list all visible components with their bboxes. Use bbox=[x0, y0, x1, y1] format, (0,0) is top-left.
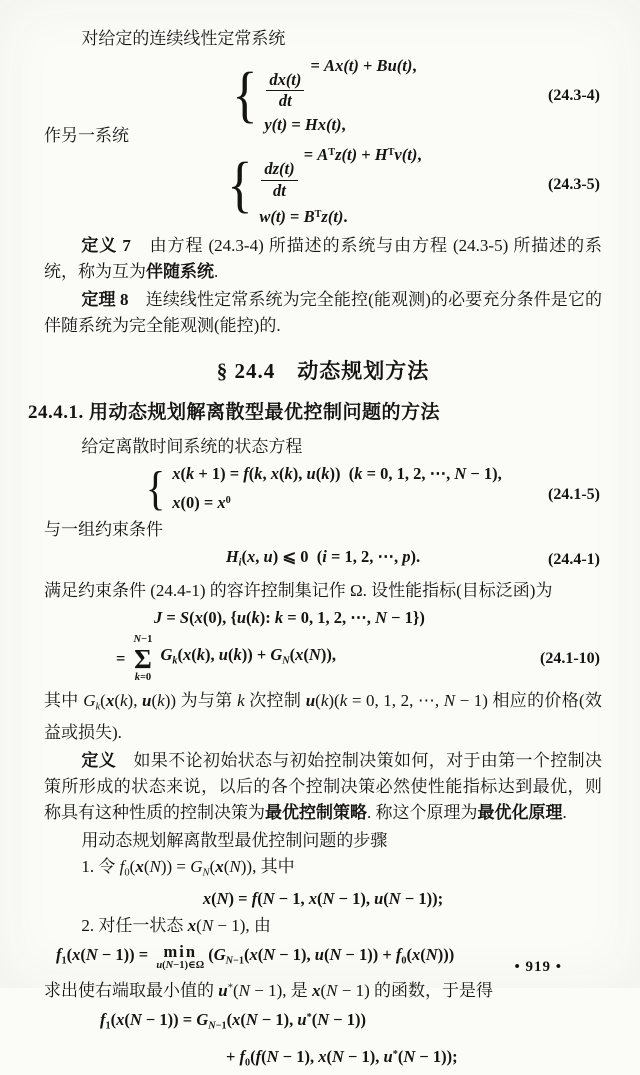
paragraph-given-continuous-system bbox=[44, 26, 602, 52]
equation-24-1-10 bbox=[44, 606, 602, 684]
equation-text: $w(t) = B^Tz(t)$. bbox=[259, 206, 348, 226]
paragraph-given-discrete-system bbox=[44, 434, 602, 460]
paragraph-cost-explanation bbox=[44, 688, 602, 747]
paragraph-text: 其中 $G_k(x(k)$, u(k)) 为与第 k 次控制 u(k)(k = 0, 1, 2, ⋯, N − 1) 相应的价格(效益或损失). bbox=[44, 690, 603, 743]
equation-lines bbox=[172, 462, 502, 515]
definition-7-paragraph bbox=[44, 233, 602, 285]
section-heading-24-4: § 24.4 动态规划方法 bbox=[216, 358, 430, 383]
theorem-text: 定理 8 连续线性定常系统为完全能控(能观测)的必要充分条件是它的伴随系统为完全能观测(能控)的. bbox=[44, 289, 603, 335]
fraction-numerator: dz(t) bbox=[261, 160, 297, 180]
equation-final-line-1 bbox=[100, 1006, 602, 1039]
left-brace: { bbox=[145, 461, 166, 515]
adjoint-state-equation-line bbox=[259, 141, 421, 199]
step-text: 1. 令 $f_0(x(N)) = G_N(x(N))$, 其中 bbox=[81, 857, 295, 879]
initial-condition-line bbox=[172, 489, 502, 515]
equation-text: + $f_0(f(N - 1)$, x(N − 1), u*(N − 1)); bbox=[226, 1046, 458, 1069]
paragraph-admissible-control-set bbox=[44, 578, 602, 604]
summation-line bbox=[116, 634, 602, 684]
equation-body bbox=[144, 462, 502, 515]
min-equation-lhs: $f_1(x(N - 1))$ = bbox=[56, 944, 153, 967]
equation-text: x(k + 1) = f(k, x(k), u(k)) (k = 0, 1, 2, ⋯, N − 1), bbox=[172, 463, 502, 483]
paragraph-text: 作另一系统 bbox=[44, 126, 129, 146]
sigma-symbol: Σ bbox=[134, 643, 152, 674]
paragraph-text: 对给定的连续线性定常系统 bbox=[81, 29, 286, 48]
equation-body bbox=[225, 141, 422, 229]
min-operator bbox=[156, 944, 204, 972]
equation-x-N bbox=[44, 887, 602, 911]
equals-sign: = bbox=[116, 648, 130, 668]
min-equation-rhs: ($G_{N-1}(x(N - 1)$, $u(N - 1)) + f_0(x(N))$) bbox=[208, 944, 455, 967]
paragraph-text: 满足约束条件 (24.4-1) 的容许控制集记作 Ω. 设性能指标(目标泛函)为 bbox=[44, 580, 553, 600]
equation-text: y(t) = Hx(t), bbox=[264, 115, 346, 135]
equation-label: (24.3-4) bbox=[548, 86, 600, 104]
definition-text: 定义 7 由方程 (24.3-4) 所描述的系统与由方程 (24.3-5) 所描述的系统，称为互为伴随系统. bbox=[44, 235, 603, 281]
fraction-denominator: dt bbox=[278, 91, 292, 111]
left-brace: { bbox=[231, 61, 258, 130]
theorem-8-paragraph bbox=[44, 287, 602, 339]
step-1-line bbox=[44, 854, 602, 887]
summation-terms: $G_k(x(k)$, $u(k)) + G_N(x(N))$, bbox=[160, 645, 336, 667]
equation-text: $x(0) = x^0$ bbox=[172, 492, 231, 512]
subsection-heading-24-4-1: 24.4.1. 用动态规划解离散型最优控制问题的方法 bbox=[28, 401, 441, 423]
paragraph-find-minimizer bbox=[44, 975, 602, 1003]
equation-final-line-2 bbox=[226, 1042, 602, 1075]
equation-text: $f_1(x(N - 1)) = G_{N-1}(x(N - 1)$, u*(N − 1)) bbox=[100, 1009, 367, 1032]
equation-24-3-5 bbox=[44, 141, 602, 229]
summation-lower-limit: k=0 bbox=[134, 671, 152, 683]
page-number: • 919 • bbox=[514, 959, 562, 975]
equation-24-3-4 bbox=[44, 54, 602, 137]
fraction-dx-dt bbox=[266, 71, 304, 110]
equation-body bbox=[230, 54, 417, 137]
equation-label: (24.1-5) bbox=[548, 485, 600, 503]
equation-label: (24.4-1) bbox=[548, 551, 600, 569]
equation-lines bbox=[259, 141, 421, 229]
equation-24-4-1 bbox=[44, 545, 602, 576]
min-lower-limit: u(N−1)∈Ω bbox=[156, 960, 205, 972]
equation-rhs: = Ax(t) + Bu(t), bbox=[306, 56, 417, 75]
discrete-state-equation-line bbox=[172, 462, 502, 486]
definition-optimality-paragraph bbox=[44, 748, 602, 826]
equation-lines bbox=[264, 54, 416, 137]
paragraph-constraints-intro bbox=[44, 517, 602, 543]
paragraph-steps-intro bbox=[44, 828, 602, 854]
min-symbol: min bbox=[163, 942, 198, 962]
paragraph-text: 求出使右端取最小值的 u*(N − 1), 是 x(N − 1) 的函数，于是得 bbox=[44, 980, 494, 1000]
equation-24-1-5 bbox=[44, 462, 602, 515]
equation-rhs: = $A^Tz(t) + H^Tv(t)$, bbox=[299, 145, 422, 165]
fraction-numerator: dx(t) bbox=[266, 71, 304, 91]
summation-operator bbox=[134, 634, 153, 684]
paragraph-text: 给定离散时间系统的状态方程 bbox=[81, 436, 303, 456]
constraint-equation-line bbox=[226, 545, 420, 576]
step-text: 2. 对任一状态 x(N − 1), 由 bbox=[81, 915, 271, 935]
equation-text: J = S(x(0), {u(k): k = 0, 1, 2, ⋯, N − 1}) bbox=[154, 607, 425, 627]
equation-label: (24.3-5) bbox=[548, 176, 600, 194]
paragraph-text: 与一组约束条件 bbox=[44, 519, 163, 539]
fraction-denominator: dt bbox=[273, 180, 286, 200]
equation-text: $H_i(x$, u) ⩽ 0 (i = 1, 2, ⋯, p). bbox=[225, 546, 421, 569]
step-2-line bbox=[44, 913, 602, 939]
adjoint-output-equation-line bbox=[259, 203, 421, 229]
performance-index-line bbox=[154, 606, 602, 630]
equation-text: x(N) = f(N − 1, x(N − 1), u(N − 1)); bbox=[202, 888, 444, 908]
fraction-dz-dt bbox=[261, 160, 297, 199]
output-equation-line bbox=[264, 113, 416, 137]
state-equation-line bbox=[264, 54, 416, 110]
equation-label: (24.1-10) bbox=[540, 649, 600, 667]
definition-text: 定义 如果不论初始状态与初始控制决策如何，对于由第一个控制决策所形成的状态来说，以后的各个控制决策必然使性能指标达到最优，则称具有这种性质的控制决策为最优控制策略. 称这个原理为最优化原理. bbox=[44, 751, 603, 823]
paragraph-text: 用动态规划解离散型最优控制问题的步骤 bbox=[81, 831, 388, 851]
left-brace: { bbox=[226, 150, 253, 219]
summation-upper-limit: N−1 bbox=[133, 633, 153, 645]
